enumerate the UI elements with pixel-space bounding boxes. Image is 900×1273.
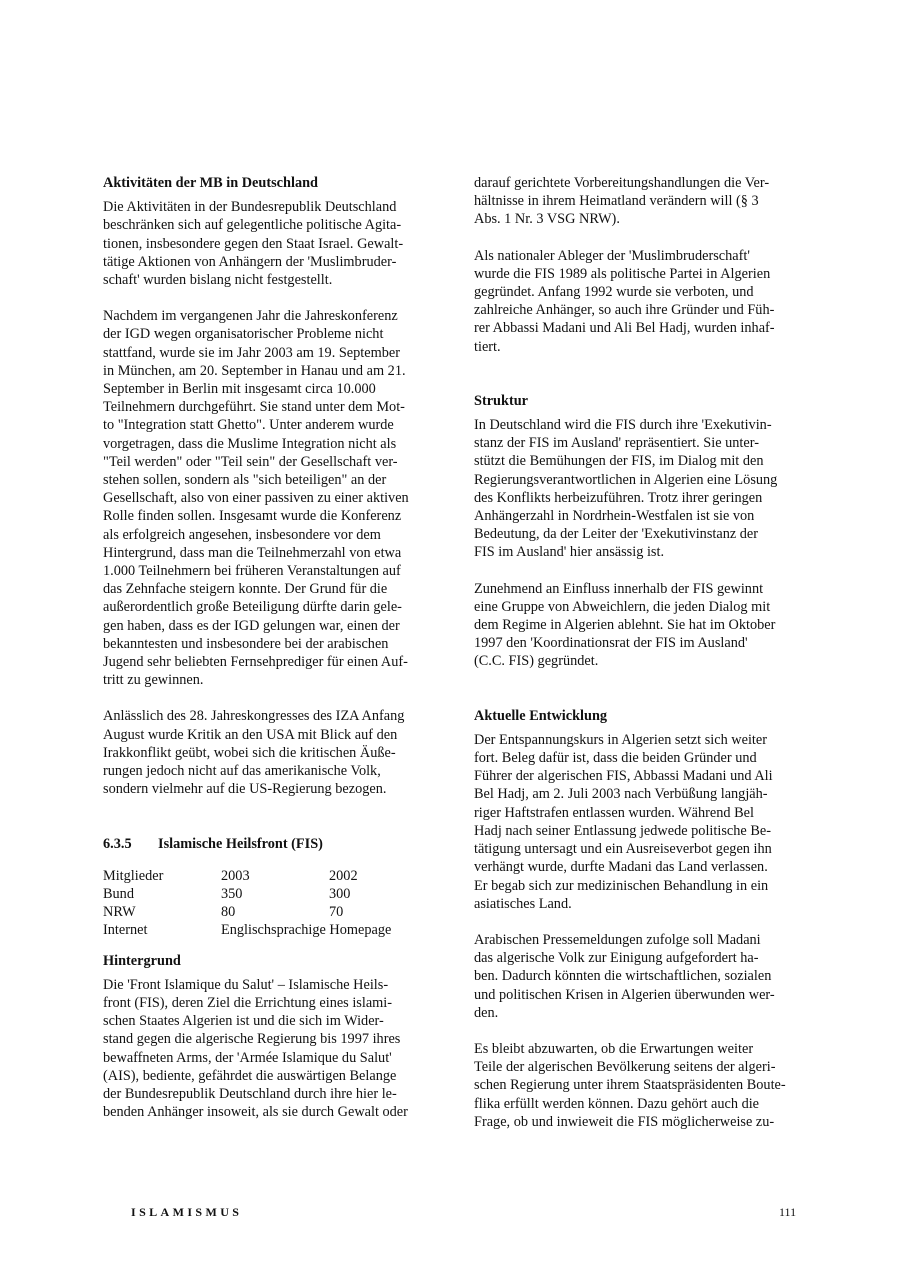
text-line: (C.C. FIS) gegründet. [474,653,599,670]
table-cell: 2003 [221,867,250,884]
text-line: darauf gerichtete Vorbereitungshandlungen die Ver- [474,175,770,191]
text-line: (AIS), bediente, gefährdet die auswärtigen Belange [103,1067,397,1084]
text-line: den. [474,1004,499,1021]
text-line: fort. Beleg dafür ist, dass die beiden Gründer und [474,750,757,767]
text-line: Es bleibt abzuwarten, ob die Erwartungen weiter [474,1040,754,1057]
text-line: in München, am 20. September in Hanau und am 21. [103,362,406,379]
text-line: und politischen Krisen in Algerien überwunden wer- [474,986,775,1003]
text-line: tiert. [474,338,501,355]
table-row [103,903,391,921]
spacer [103,817,431,835]
text-line: Er begab sich zur medizinischen Behandlung in ein [474,877,769,894]
paragraph-struktur-1 [474,416,796,562]
paragraph-struktur-2 [474,580,796,671]
text-line: Frage, ob und inwieweit die FIS möglicherweise zu- [474,1113,775,1130]
text-line: schen Regierung unter ihrem Staatspräsidenten Boute- [474,1077,786,1094]
text-line: verhängt wurde, durfte Madani das Land verlassen. [474,859,768,876]
text-line: zahlreiche Anhänger, so auch ihre Gründer und Füh- [474,302,775,319]
spacer [474,374,796,392]
text-line: Rolle finden sollen. Insgesamt wurde die Konferenz [103,508,402,525]
paragraph-continuation [474,174,796,229]
text-line: Der Entspannungskurs in Algerien setzt sich weiter [474,731,768,748]
section-heading-fis [103,835,431,853]
text-line: Die Aktivitäten in der Bundesrepublik Deutschland [103,199,397,216]
right-column [474,174,796,1149]
text-line: dem Regime in Algerien ablehnt. Sie hat im Oktober [474,617,776,634]
text-line: tritt zu gewinnen. [103,672,204,689]
table-cell: Internet [103,922,148,939]
text-line: Anlässlich des 28. Jahreskongresses des IZA Anfang [103,708,405,725]
paragraph-aktuell-2 [474,931,796,1022]
text-line: Hintergrund, dass man die Teilnehmerzahl von etwa [103,544,402,561]
paragraph-fis-background [103,976,431,1122]
text-line: Teile der algerischen Bevölkerung seitens der algeri- [474,1059,776,1076]
text-line: rungen jedoch nicht auf das amerikanische Volk, [103,763,381,780]
text-line: benden Anhänger insoweit, als sie durch Gewalt oder [103,1104,408,1121]
text-line: der IGD wegen organisatorischer Probleme nicht [103,326,384,343]
text-line: flika erfüllt werden können. Dazu gehört auch die [474,1095,760,1112]
text-line: In Deutschland wird die FIS durch ihre 'Exekutivin- [474,417,772,434]
heading-hintergrund: Hintergrund [103,952,181,969]
table-row-internet [103,921,391,939]
table-header-row [103,867,391,885]
text-line: gen haben, dass es der IGD gelungen war, einen der [103,617,400,634]
section-number: 6.3.5 [103,835,132,852]
text-line: Die 'Front Islamique du Salut' – Islamische Heils- [103,976,389,993]
text-line: Abs. 1 Nr. 3 VSG NRW). [474,211,620,228]
text-line: vorgetragen, dass die Muslime Integration nicht als [103,435,397,452]
table-cell: 350 [221,885,243,902]
paragraph-national-branch [474,247,796,356]
text-line: beschränken sich auf gelegentliche politische Agita- [103,217,402,234]
paragraph-aktuell-3 [474,1040,796,1131]
table-cell: Mitglieder [103,867,164,884]
page-number: 111 [779,1205,797,1219]
text-line: des Konflikts herbeizuführen. Trotz ihrer geringen [474,489,763,506]
text-line: Als nationaler Ableger der 'Muslimbruderschaft' [474,247,750,264]
text-line: rer Abbassi Madani und Ali Bel Hadj, wurden inhaf- [474,320,775,337]
table-cell: Englischsprachige Homepage [221,922,392,939]
text-line: Regierungsverantwortlichen in Algerien eine Lösung [474,471,778,488]
table-cell: Bund [103,885,134,902]
text-line: riger Haftstrafen entlassen wurden. Während Bel [474,804,755,821]
paragraph-iza-congress [103,707,431,798]
text-line: sondern vielmehr auf die US-Regierung bezogen. [103,781,387,798]
membership-table [103,867,391,940]
text-line: August wurde Kritik an den USA mit Blick auf den [103,726,398,743]
section-title: Islamische Heilsfront (FIS) [158,835,323,852]
text-line: stanz der FIS im Ausland' repräsentiert. Sie unter- [474,435,759,452]
heading-mb-activities: Aktivitäten der MB in Deutschland [103,175,318,191]
text-line: eine Gruppe von Abweichlern, die jeden Dialog mit [474,598,771,615]
text-line: Jugend sehr beliebten Fernsehprediger für einen Auf- [103,654,408,671]
text-line: außerordentlich große Beteiligung dürfte darin gele- [103,599,402,616]
text-line: to "Integration statt Ghetto". Unter anderem wurde [103,417,394,434]
text-line: front (FIS), deren Ziel die Errichtung eines islami- [103,994,393,1011]
left-column [103,174,431,1139]
table-cell: 2002 [329,867,358,884]
text-line: stand gegen die algerische Regierung bis 1997 ihres [103,1031,401,1048]
text-line: Teilnehmern durchgeführt. Sie stand unter dem Mot- [103,399,405,416]
paragraph-igd-conference [103,307,431,689]
text-line: Irakkonflikt geübt, wobei sich die kritischen Äuße- [103,744,396,761]
text-line: 1.000 Teilnehmern bei früheren Veranstaltungen auf [103,563,401,580]
text-line: Bedeutung, da der Leiter der 'Exekutivinstanz der [474,526,759,543]
text-line: FIS im Ausland' hier ansässig ist. [474,544,665,561]
text-line: tätigung untersagt und ein Ausreiseverbot gegen ihn [474,841,772,858]
text-line: wurde die FIS 1989 als politische Partei in Algerien [474,265,771,282]
text-line: "Teil werden" oder "Teil sein" der Gesellschaft ver- [103,453,398,470]
text-line: als erfolgreich angesehen, insbesondere vor dem [103,526,381,543]
text-line: Arabischen Pressemeldungen zufolge soll Madani [474,931,761,948]
spacer [474,689,796,707]
paragraph-aktuell-1 [474,731,796,913]
table-cell: 70 [329,904,344,921]
text-line: schen Staates Algerien ist und die sich im Wider- [103,1013,384,1030]
text-line: Zunehmend an Einfluss innerhalb der FIS gewinnt [474,580,764,597]
text-line: Anhängerzahl in Nordrhein-Westfalen ist sie von [474,508,755,525]
text-line: schaft' wurden bislang nicht festgestellt. [103,272,333,289]
table-cell: 80 [221,904,236,921]
text-line: 1997 den 'Koordinationsrat der FIS im Ausland' [474,635,748,652]
text-line: asiatisches Land. [474,895,572,912]
text-line: der Bundesrepublik Deutschland durch ihre hier le- [103,1085,397,1102]
text-line: Gesellschaft, also von einer passiven zu einer aktiven [103,490,409,507]
text-line: das algerische Volk zur Einigung aufgefordert ha- [474,950,759,967]
text-line: Führer der algerischen FIS, Abbassi Madani und Ali [474,768,773,785]
table-cell: NRW [103,904,136,921]
text-line: stützt die Bemühungen der FIS, im Dialog mit den [474,453,764,470]
table-cell: 300 [329,885,351,902]
heading-struktur: Struktur [474,392,529,409]
paragraph-mb-activities [103,198,431,289]
text-line: September in Berlin mit insgesamt circa 10.000 [103,381,376,398]
text-line: Bel Hadj, am 2. Juli 2003 nach Verbüßung langjäh- [474,786,768,803]
text-line: bewaffneten Arms, der 'Armée Islamique du Salut' [103,1049,392,1066]
heading-aktuelle-entwicklung: Aktuelle Entwicklung [474,707,608,724]
text-line: ben. Dadurch könnten die wirtschaftlichen, sozialen [474,968,772,985]
text-line: gegründet. Anfang 1992 wurde sie verboten, und [474,284,754,301]
text-line: bekanntesten und insbesondere bei der arabischen [103,635,389,652]
text-line: stehen sollen, sondern als "sich beteiligen" an der [103,472,387,489]
text-line: Hadj nach seiner Entlassung jedwede politische Be- [474,822,771,839]
running-title: ISLAMISMUS [131,1205,243,1219]
text-line: das Zehnfache steigern konnte. Der Grund für die [103,581,388,598]
text-line: tätige Aktionen von Anhängern der 'Muslimbruder- [103,253,397,270]
table-row [103,885,391,903]
text-line: stattfand, wurde sie im Jahr 2003 am 19. September [103,344,400,361]
text-line: hältnisse in ihrem Heimatland verändern will (§ 3 [474,193,759,210]
text-line: tionen, insbesondere gegen den Staat Israel. Gewalt- [103,235,404,252]
text-line: Nachdem im vergangenen Jahr die Jahreskonferenz [103,308,398,325]
